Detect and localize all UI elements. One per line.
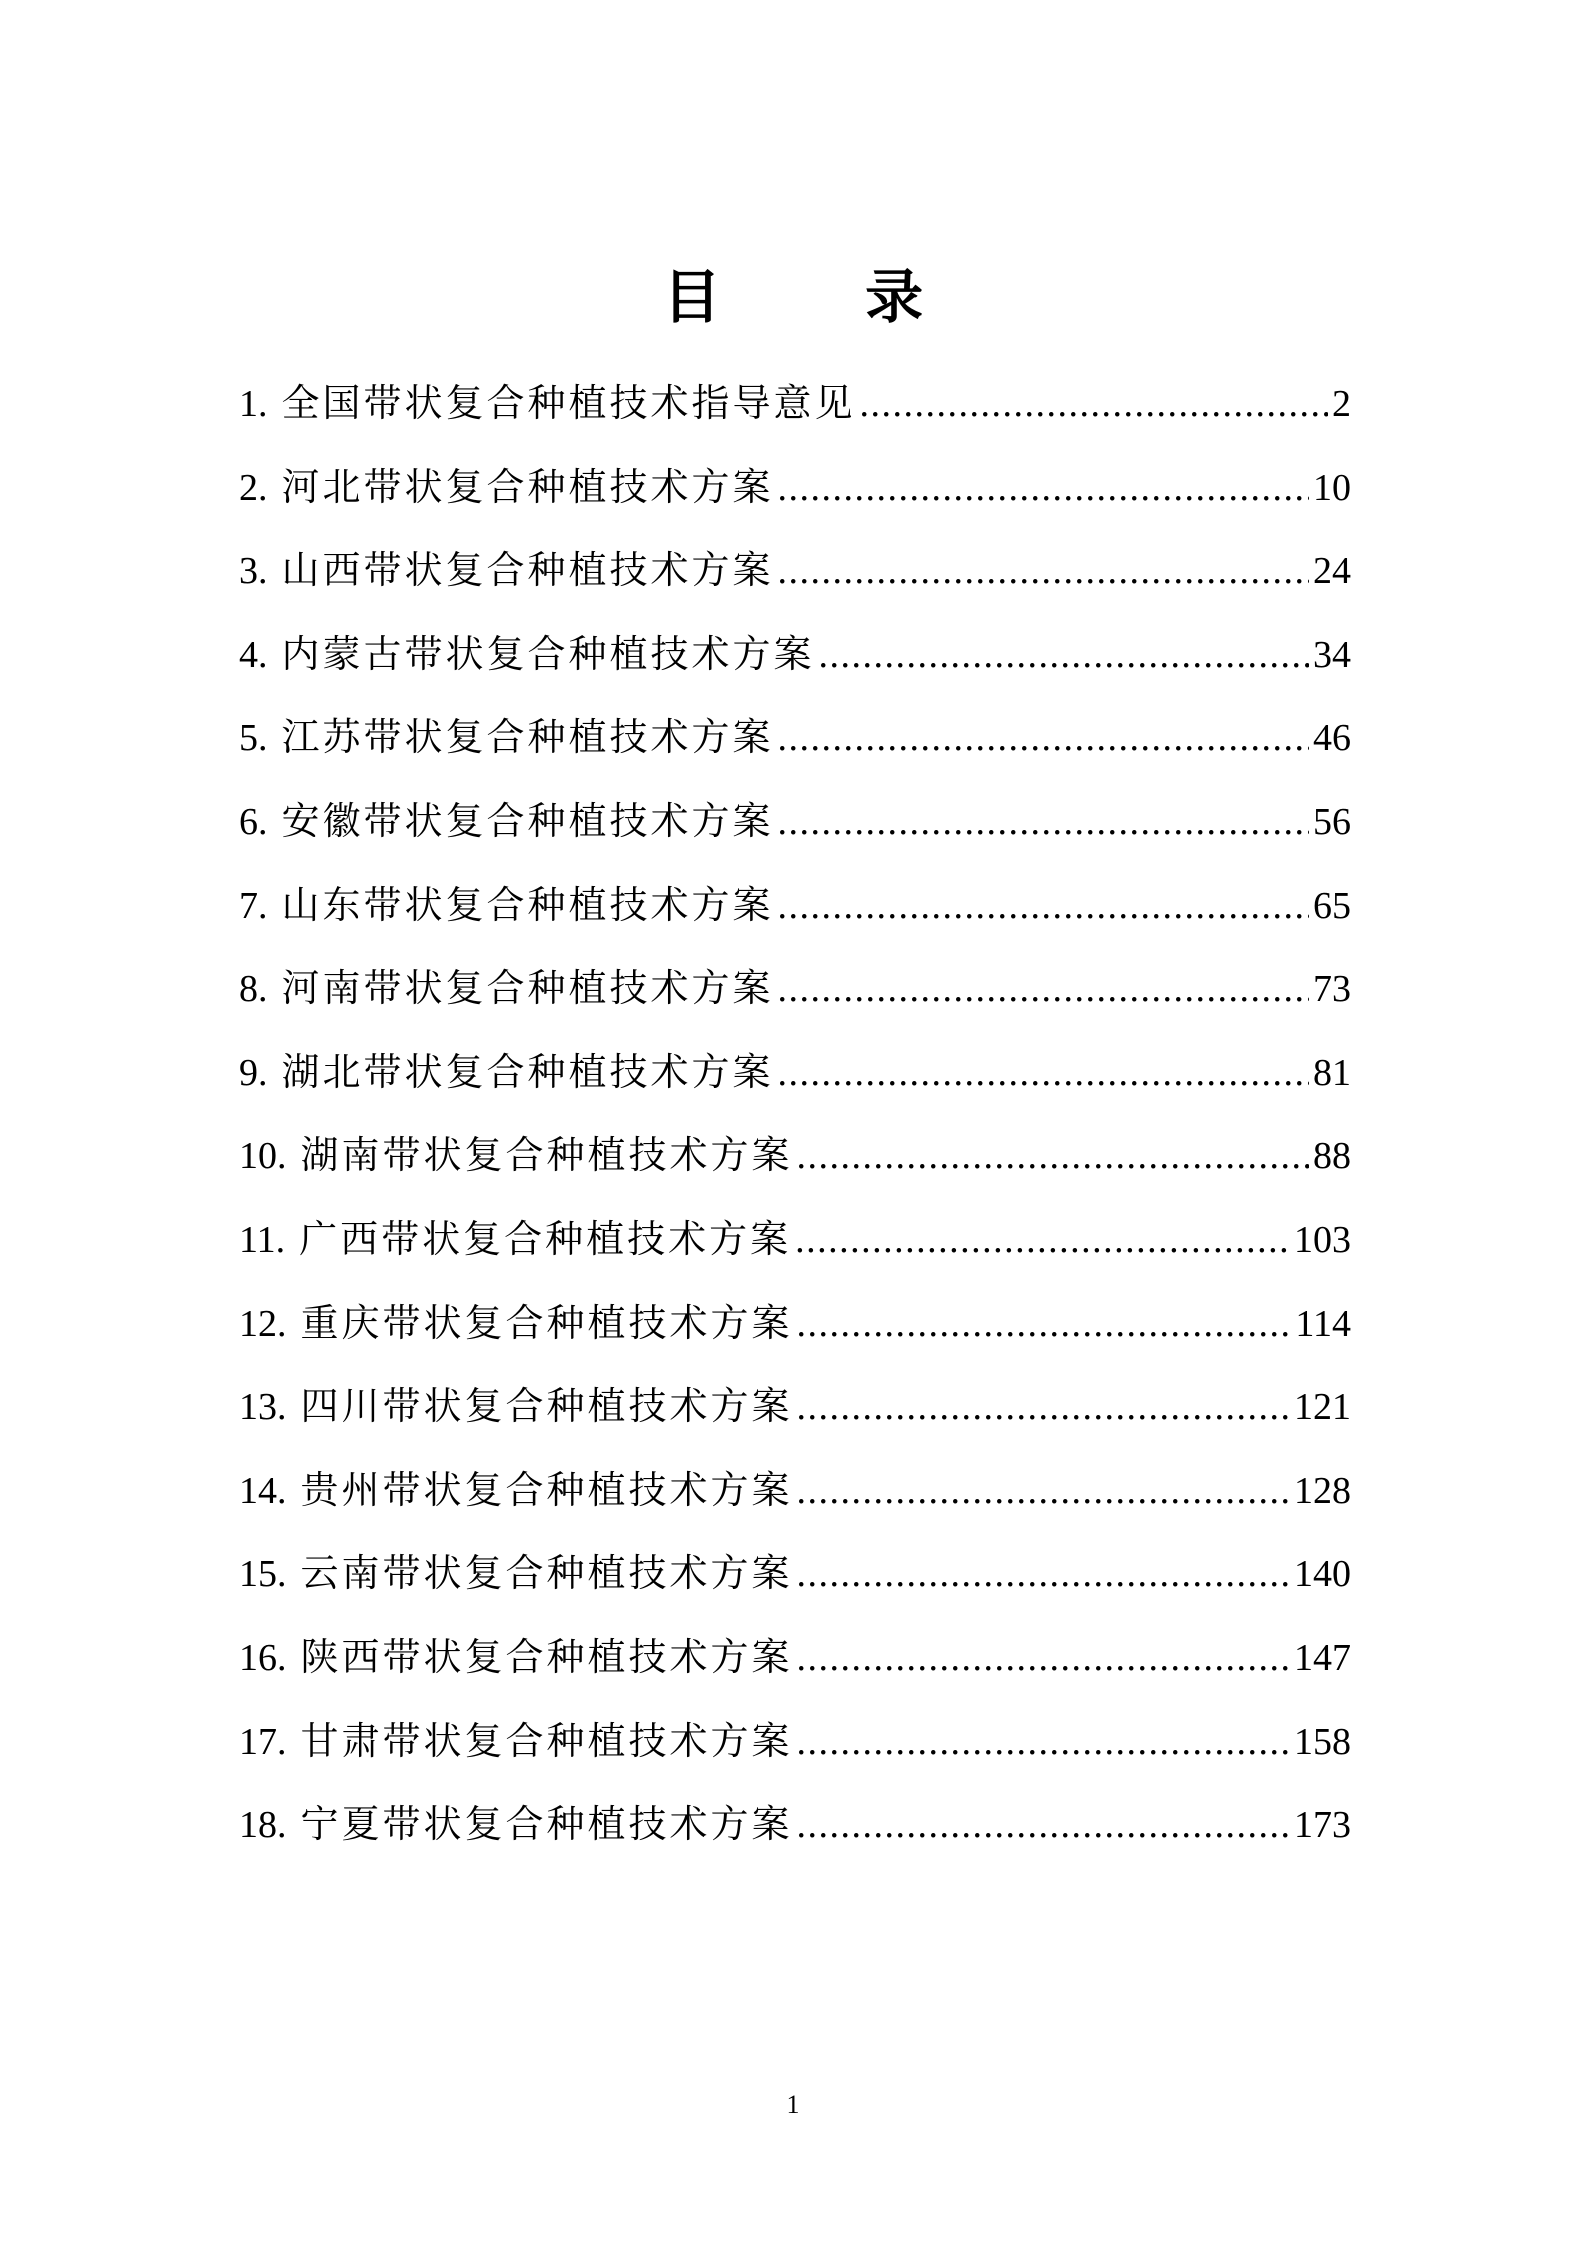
toc-leader-dots — [778, 781, 1309, 865]
toc-entry-number: 16. — [239, 1636, 287, 1679]
toc-entry[interactable] — [239, 1198, 1351, 1282]
toc-entry-page: 128 — [1294, 1469, 1351, 1512]
toc-entry[interactable] — [239, 1114, 1351, 1198]
toc-entry[interactable] — [239, 1783, 1351, 1867]
toc-entry-page: 81 — [1313, 1051, 1351, 1094]
toc-entry-title: 河南带状复合种植技术方案 — [281, 966, 774, 1011]
toc-leader-dots — [778, 948, 1309, 1032]
toc-entry-page: 73 — [1313, 968, 1351, 1011]
toc-entry-page: 147 — [1294, 1636, 1351, 1679]
toc-entry[interactable] — [239, 1532, 1351, 1616]
table-of-contents — [239, 362, 1351, 1867]
toc-entry[interactable] — [239, 1031, 1351, 1115]
toc-entry-number: 6. — [239, 800, 268, 843]
toc-entry-title: 宁夏带状复合种植技术方案 — [300, 1802, 793, 1847]
toc-entry-title: 湖南带状复合种植技术方案 — [300, 1133, 793, 1178]
toc-entry-title: 河北带状复合种植技术方案 — [281, 464, 774, 509]
toc-entry-number: 8. — [239, 968, 268, 1011]
toc-entry-title: 甘肃带状复合种植技术方案 — [300, 1718, 793, 1763]
toc-entry-page: 46 — [1313, 717, 1351, 760]
toc-leader-dots — [778, 865, 1309, 949]
toc-leader-dots — [797, 1366, 1290, 1450]
toc-entry-page: 114 — [1295, 1302, 1351, 1345]
toc-entry-title: 山西带状复合种植技术方案 — [281, 548, 774, 593]
toc-entry-page: 158 — [1294, 1720, 1351, 1763]
toc-entry-page: 103 — [1294, 1218, 1351, 1261]
page-number: 1 — [786, 2090, 800, 2119]
toc-entry[interactable] — [239, 1700, 1351, 1784]
toc-leader-dots — [778, 447, 1309, 531]
toc-entry-page: 24 — [1313, 550, 1351, 593]
toc-entry-page: 140 — [1294, 1553, 1351, 1596]
toc-entry[interactable] — [239, 780, 1351, 864]
toc-leader-dots — [795, 1199, 1290, 1283]
toc-entry-title: 四川带状复合种植技术方案 — [300, 1384, 793, 1429]
toc-entry-page: 173 — [1294, 1804, 1351, 1847]
toc-leader-dots — [797, 1283, 1292, 1367]
toc-leader-dots — [797, 1115, 1309, 1199]
toc-entry-title: 陕西带状复合种植技术方案 — [300, 1634, 793, 1679]
toc-entry-number: 15. — [239, 1553, 287, 1596]
toc-entry[interactable] — [239, 529, 1351, 613]
toc-entry[interactable] — [239, 362, 1351, 446]
toc-leader-dots — [860, 363, 1328, 447]
toc-entry-title: 内蒙古带状复合种植技术方案 — [281, 631, 815, 676]
toc-entry-title: 江苏带状复合种植技术方案 — [281, 715, 774, 760]
toc-entry[interactable] — [239, 1365, 1351, 1449]
toc-entry-title: 山东带状复合种植技术方案 — [281, 882, 774, 927]
toc-entry[interactable] — [239, 1616, 1351, 1700]
toc-leader-dots — [797, 1701, 1290, 1785]
toc-entry-number: 17. — [239, 1720, 287, 1763]
toc-entry-number: 14. — [239, 1469, 287, 1512]
toc-entry-number: 3. — [239, 550, 268, 593]
toc-entry-number: 4. — [239, 633, 268, 676]
toc-entry-page: 65 — [1313, 884, 1351, 927]
toc-entry-number: 9. — [239, 1051, 268, 1094]
toc-entry[interactable] — [239, 613, 1351, 697]
toc-entry[interactable] — [239, 446, 1351, 530]
toc-leader-dots — [778, 1032, 1309, 1116]
toc-entry-number: 12. — [239, 1302, 287, 1345]
toc-entry-number: 13. — [239, 1386, 287, 1429]
toc-entry-page: 121 — [1294, 1386, 1351, 1429]
toc-entry-number: 2. — [239, 466, 268, 509]
toc-entry-page: 56 — [1313, 800, 1351, 843]
toc-leader-dots — [797, 1784, 1290, 1868]
toc-entry-number: 5. — [239, 717, 268, 760]
page-title: 目 录 — [662, 262, 986, 331]
toc-entry-title: 重庆带状复合种植技术方案 — [300, 1300, 793, 1345]
toc-entry-title: 贵州带状复合种植技术方案 — [300, 1467, 793, 1512]
toc-entry[interactable] — [239, 864, 1351, 948]
toc-entry-page: 34 — [1313, 633, 1351, 676]
toc-leader-dots — [797, 1617, 1290, 1701]
toc-entry-title: 安徽带状复合种植技术方案 — [281, 798, 774, 843]
toc-entry-title: 广西带状复合种植技术方案 — [299, 1216, 792, 1261]
toc-entry[interactable] — [239, 1282, 1351, 1366]
toc-entry-number: 18. — [239, 1804, 287, 1847]
toc-entry-number: 1. — [239, 383, 268, 425]
toc-entry[interactable] — [239, 947, 1351, 1031]
toc-leader-dots — [778, 697, 1309, 781]
toc-entry-page: 88 — [1313, 1135, 1351, 1178]
toc-leader-dots — [778, 530, 1309, 614]
toc-entry-title: 云南带状复合种植技术方案 — [300, 1551, 793, 1596]
toc-leader-dots — [797, 1533, 1290, 1617]
toc-entry[interactable] — [239, 696, 1351, 780]
toc-entry-title: 湖北带状复合种植技术方案 — [281, 1049, 774, 1094]
toc-entry-number: 11. — [239, 1218, 286, 1261]
toc-entry-page: 10 — [1313, 466, 1351, 509]
toc-entry-title: 全国带状复合种植技术指导意见 — [281, 381, 856, 425]
toc-entry[interactable] — [239, 1449, 1351, 1533]
toc-leader-dots — [797, 1450, 1290, 1534]
toc-leader-dots — [819, 614, 1309, 698]
toc-entry-number: 7. — [239, 884, 268, 927]
toc-entry-page: 2 — [1332, 383, 1351, 425]
toc-entry-number: 10. — [239, 1135, 287, 1178]
